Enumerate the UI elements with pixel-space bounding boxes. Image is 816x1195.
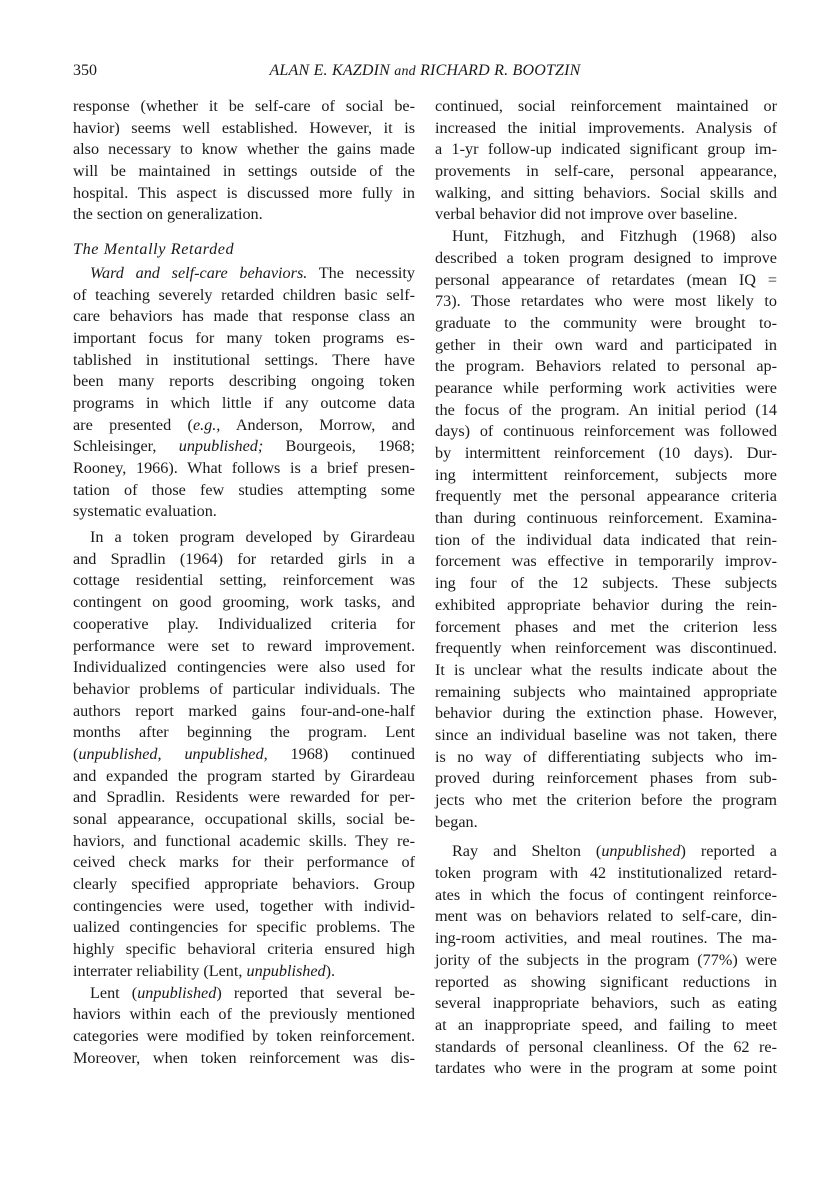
text-line: and expanded the program started by Girardeau [73, 766, 415, 785]
text-line: Lent (unpublished) reported that several be- [90, 983, 415, 1002]
text-line: described a token program designed to improve [435, 248, 777, 267]
text-line: standards of personal cleanliness. Of the 62 re- [435, 1037, 777, 1056]
text-line: are presented (e.g., Anderson, Morrow, and [73, 415, 415, 434]
text-line: authors report marked gains four-and-one-half [73, 701, 415, 720]
paragraph-generalization-note [73, 96, 415, 226]
text-line: response (whether it be self-care of social be- [73, 97, 415, 115]
text-line: tablished in institutional settings. There have [73, 350, 415, 369]
right-column [435, 96, 777, 1080]
text-line: exhibited appropriate behavior during the rein- [435, 595, 777, 614]
text-line: forcement was effective in temporarily improv- [435, 552, 777, 571]
text-line: ing four of the 12 subjects. These subjects [435, 574, 777, 593]
text-line: Ray and Shelton (unpublished) reported a [452, 842, 777, 861]
text-line: In a token program developed by Girardeau [90, 528, 415, 547]
text-line: jority of the subjects in the program (77%) were [435, 950, 777, 969]
text-line: provements in self-care, personal appearance, [435, 162, 777, 181]
text-line: (unpublished, unpublished, 1968) continued [73, 744, 415, 763]
text-line: cooperative play. Individualized criteria for [73, 614, 415, 633]
text-line: Moreover, when token reinforcement was dis- [73, 1048, 415, 1067]
text-line: care behaviors has made that response class an [73, 307, 415, 326]
text-line: reported as showing significant reductions in [435, 972, 777, 991]
text-line: categories were modified by token reinforcement. [73, 1026, 415, 1045]
text-line: personal appearance of retardates (mean IQ = [435, 270, 777, 289]
text-line: by intermittent reinforcement (10 days). Dur- [435, 444, 777, 462]
text-line: tardates who were in the program at some point [435, 1059, 777, 1078]
text-line: frequently when reinforcement was discontinued. [435, 639, 777, 658]
text-line: programs in which little if any outcome data [73, 393, 415, 412]
section-heading: The Mentally Retarded [73, 240, 235, 259]
text-line: graduate to the community were brought to- [435, 313, 777, 332]
text-line: tion of the individual data indicated that rein- [435, 530, 777, 549]
text-line: ates in which the focus of contingent reinforce- [435, 885, 777, 904]
text-line: It is unclear what the results indicate about the [435, 660, 777, 679]
text-line: havior) seems well established. However, it is [73, 118, 415, 137]
text-line: of teaching severely retarded children basic self- [73, 285, 415, 304]
text-line: tation of those few studies attempting some [73, 480, 415, 499]
running-head [73, 62, 777, 86]
text-line: is no way of differentiating subjects who im- [435, 747, 777, 766]
spacer [435, 833, 777, 841]
text-line: and Spradlin (1964) for retarded girls in a [73, 549, 415, 568]
text-line: months after beginning the program. Lent [73, 723, 415, 742]
text-line: performance were set to reward improvement. [73, 636, 415, 655]
text-line: ing intermittent reinforcement, subjects more [435, 465, 777, 484]
paragraph-hunt-fitzhugh [435, 226, 777, 833]
text-line: Schleisinger, unpublished; Bourgeois, 1968; [73, 437, 416, 456]
text-line: several inappropriate behaviors, such as eating [435, 994, 777, 1013]
text-line: contingencies were used, together with individ- [73, 896, 415, 915]
text-line: 73). Those retardates who were most likely to [435, 292, 777, 311]
text-line: remaining subjects who maintained appropriate [435, 682, 777, 701]
text-line: hospital. This aspect is discussed more fully in [73, 183, 415, 202]
text-line: important focus for many token programs es- [73, 328, 415, 347]
text-line: began. [435, 812, 478, 831]
text-line: cottage residential setting, reinforcement was [73, 571, 415, 590]
text-line: highly specific behavioral criteria ensured high [73, 940, 415, 959]
text-line: increased the initial improvements. Analysis of [435, 118, 777, 137]
author-2: RICHARD R. BOOTZIN [420, 62, 581, 79]
text-line: Individualized contingencies were also used for [73, 658, 415, 677]
text-line: Rooney, 1966). What follows is a brief presen- [73, 459, 415, 477]
text-line: since an individual baseline was not taken, there [435, 725, 777, 744]
page-number: 350 [73, 62, 97, 79]
text-line: been many reports describing ongoing token [73, 372, 415, 391]
text-line: the focus of the program. An initial period (14 [435, 400, 777, 419]
text-line: clearly specified appropriate behaviors. Group [73, 875, 415, 894]
text-line: forcement phases and met the criterion less [435, 617, 777, 636]
text-line: ceived check marks for their performance of [73, 853, 415, 872]
text-line: pearance while performing work activities were [435, 378, 777, 397]
text-line: the program. Behaviors related to personal ap- [435, 357, 777, 376]
text-line: continued, social reinforcement maintained or [435, 97, 777, 115]
text-line: ment was on behaviors related to self-care, din- [435, 907, 777, 926]
text-line: Hunt, Fitzhugh, and Fitzhugh (1968) also [452, 227, 777, 246]
author-line [73, 62, 777, 80]
text-line: than during continuous reinforcement. Examina- [435, 509, 777, 528]
text-line: token program with 42 institutionalized retard- [435, 864, 777, 883]
text-line: frequently met the personal appearance criteria [435, 487, 777, 506]
text-line: jects who met the criterion before the program [435, 791, 777, 809]
text-line: the section on generalization. [73, 205, 263, 224]
text-line: ualized contingencies for specific problems. The [73, 918, 415, 937]
text-line: at an inappropriate speed, and failing to meet [435, 1015, 777, 1034]
text-line: interrater reliability (Lent, unpublished). [73, 961, 336, 980]
text-line: days) of continuous reinforcement was followed [435, 422, 777, 441]
left-column [73, 96, 415, 1069]
paragraph-girardeau-spradlin [73, 527, 415, 982]
text-line: systematic evaluation. [73, 502, 217, 521]
text-line: will be maintained in settings outside of the [73, 162, 415, 181]
paragraph-follow-up [435, 96, 777, 226]
author-conjunction: and [394, 64, 416, 79]
text-line: a 1-yr follow-up indicated significant group im- [435, 140, 777, 159]
text-line: walking, and sitting behaviors. Social skills and [435, 183, 777, 202]
text-line: ing-room activities, and meal routines. The ma- [435, 929, 777, 948]
text-line: verbal behavior did not improve over baseline. [435, 205, 738, 224]
text-line: haviors, and functional academic skills. They re- [73, 831, 415, 850]
run-in-heading: Ward and self-care behaviors. [90, 263, 308, 282]
text-line: gether in their own ward and participated in [435, 335, 777, 354]
paragraph-ward-self-care [73, 263, 415, 523]
paragraph-lent-report [73, 983, 415, 1070]
author-1: ALAN E. KAZDIN [269, 62, 391, 79]
text-line: proved during reinforcement phases from sub- [435, 769, 777, 788]
text-line: behavior problems of particular individuals. The [73, 679, 415, 698]
spacer [73, 226, 415, 239]
text-line: and Spradlin. Residents were rewarded for per- [73, 788, 415, 807]
text-line: Ward and self-care behaviors. The necessity [90, 263, 415, 282]
text-line: contingent on good grooming, work tasks, and [73, 593, 415, 612]
paragraph-ray-shelton [435, 841, 777, 1080]
text-line: behavior during the extinction phase. However, [435, 704, 777, 723]
text-line: haviors within each of the previously mentioned [73, 1005, 415, 1024]
text-line: sonal appearance, occupational skills, social be- [73, 810, 415, 828]
text-line: also necessary to know whether the gains made [73, 140, 415, 159]
